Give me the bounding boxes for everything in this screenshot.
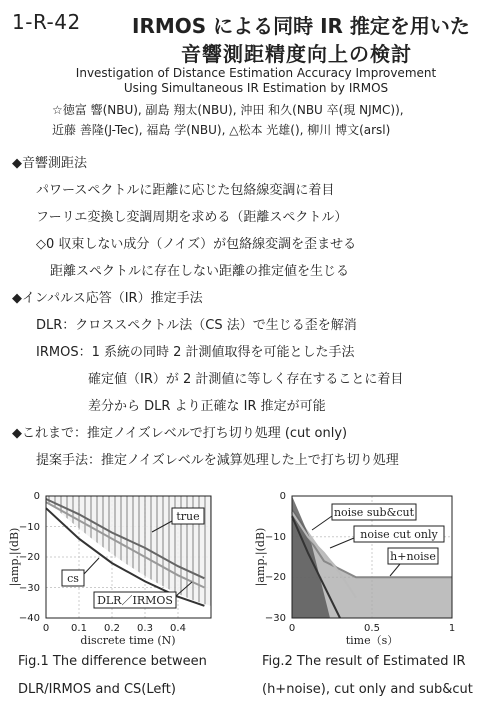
fig1-label-true: true — [176, 510, 200, 523]
figure-2-caption-line-2: (h+noise), cut only and sub&cut — [262, 682, 473, 697]
fig2-ytick: −20 — [264, 572, 286, 583]
fig2-xtick: 0.5 — [364, 623, 380, 634]
section-heading-ir: ◆インパルス応答（IR）推定手法 — [12, 291, 203, 306]
body-line: 確定値（IR）が 2 計測値に等しく存在することに着目 — [88, 372, 404, 387]
figure-1-chart — [4, 488, 244, 648]
authors-line-1: ☆徳富 響(NBU), 副島 翔太(NBU), 沖田 和久(NBU 卒(現 NJMC)), — [52, 103, 404, 117]
fig1-label-dlr-irmos: DLR／IRMOS — [97, 594, 173, 607]
fig2-label-cut-only: noise cut only — [360, 528, 438, 541]
fig1-ytick: −40 — [18, 613, 40, 624]
fig2-xtick: 0 — [288, 623, 296, 634]
fig1-ytick: 0 — [33, 491, 40, 502]
fig2-ytick: 0 — [279, 491, 286, 502]
figure-1-caption-line-1: Fig.1 The difference between — [18, 654, 207, 669]
english-title-line-1: Investigation of Distance Estimation Accuracy Improvement — [75, 66, 437, 80]
fig2-x-ticks — [289, 623, 455, 634]
fig1-ytick: −10 — [18, 522, 40, 533]
authors-line-2: 近藤 善隆(J-Tec), 福島 学(NBU), △松本 光雄(), 柳川 博文(arsl) — [52, 123, 391, 137]
fig2-ytick: −30 — [264, 613, 286, 624]
fig2-label-h-noise: h+noise — [390, 550, 436, 563]
figure-2-caption-line-1: Fig.2 The result of Estimated IR — [262, 654, 466, 669]
body-line: フーリエ変換し変調周期を求める（距離スペクトル） — [36, 210, 348, 225]
fig2-xtick: 1 — [448, 623, 456, 634]
title-line-1: IRMOS による同時 IR 推定を用いた — [132, 14, 470, 38]
fig1-y-axis-label: |amp.|(dB) — [8, 527, 21, 587]
body-line: ◇0 収束しない成分（ノイズ）が包絡線変調を歪ませる — [36, 237, 357, 252]
fig2-y-axis-label: |amp.|(dB) — [254, 527, 267, 587]
fig1-label-cs: cs — [67, 572, 79, 585]
fig2-ytick: −10 — [264, 532, 286, 543]
body-line: 差分から DLR より正確な IR 推定が可能 — [88, 399, 326, 414]
fig1-xtick: 0.3 — [137, 623, 153, 634]
fig2-x-axis-label: time（s） — [345, 634, 399, 647]
fig1-xtick: 0.2 — [104, 623, 120, 634]
section-heading-ranging: ◆音響測距法 — [12, 156, 87, 171]
fig2-y-ticks — [265, 491, 286, 624]
english-title-line-2: Using Simultaneous IR Estimation by IRMOS — [123, 81, 389, 95]
fig2-annotation-h-noise — [388, 548, 438, 576]
paper-code: 1-R-42 — [12, 10, 81, 34]
fig1-annotation-cs — [62, 558, 99, 586]
fig1-x-ticks — [43, 623, 186, 634]
fig1-xtick: 0 — [42, 623, 50, 634]
section-heading-previous: ◆これまで：推定ノイズレベルで打ち切り処理 (cut only) — [12, 426, 348, 441]
body-line: DLR：クロススペクトル法（CS 法）で生じる歪を解消 — [36, 318, 357, 333]
fig1-xtick: 0.4 — [170, 623, 186, 634]
body-line: パワースペクトルに距離に応じた包絡線変調に着目 — [36, 183, 335, 198]
fig2-annotation-cut-only — [330, 526, 444, 548]
body-line: 提案手法：推定ノイズレベルを減算処理した上で打ち切り処理 — [36, 453, 399, 468]
body-line: 距離スペクトルに存在しない距離の推定値を生じる — [50, 264, 350, 279]
figure-2-chart — [250, 488, 500, 648]
fig1-ytick: −20 — [18, 552, 40, 563]
figure-1-caption-line-2: DLR/IRMOS and CS(Left) — [18, 682, 176, 697]
body-line: IRMOS：1 系統の同時 2 計測値取得を可能とした手法 — [36, 345, 355, 360]
fig1-y-ticks — [19, 491, 40, 624]
fig1-xtick: 0.1 — [71, 623, 87, 634]
fig1-ytick: −30 — [18, 583, 40, 594]
fig2-label-sub-cut: noise sub&cut — [333, 506, 415, 519]
fig1-x-axis-label: discrete time (N) — [80, 634, 176, 647]
title-line-2: 音響測距精度向上の検討 — [181, 42, 412, 66]
